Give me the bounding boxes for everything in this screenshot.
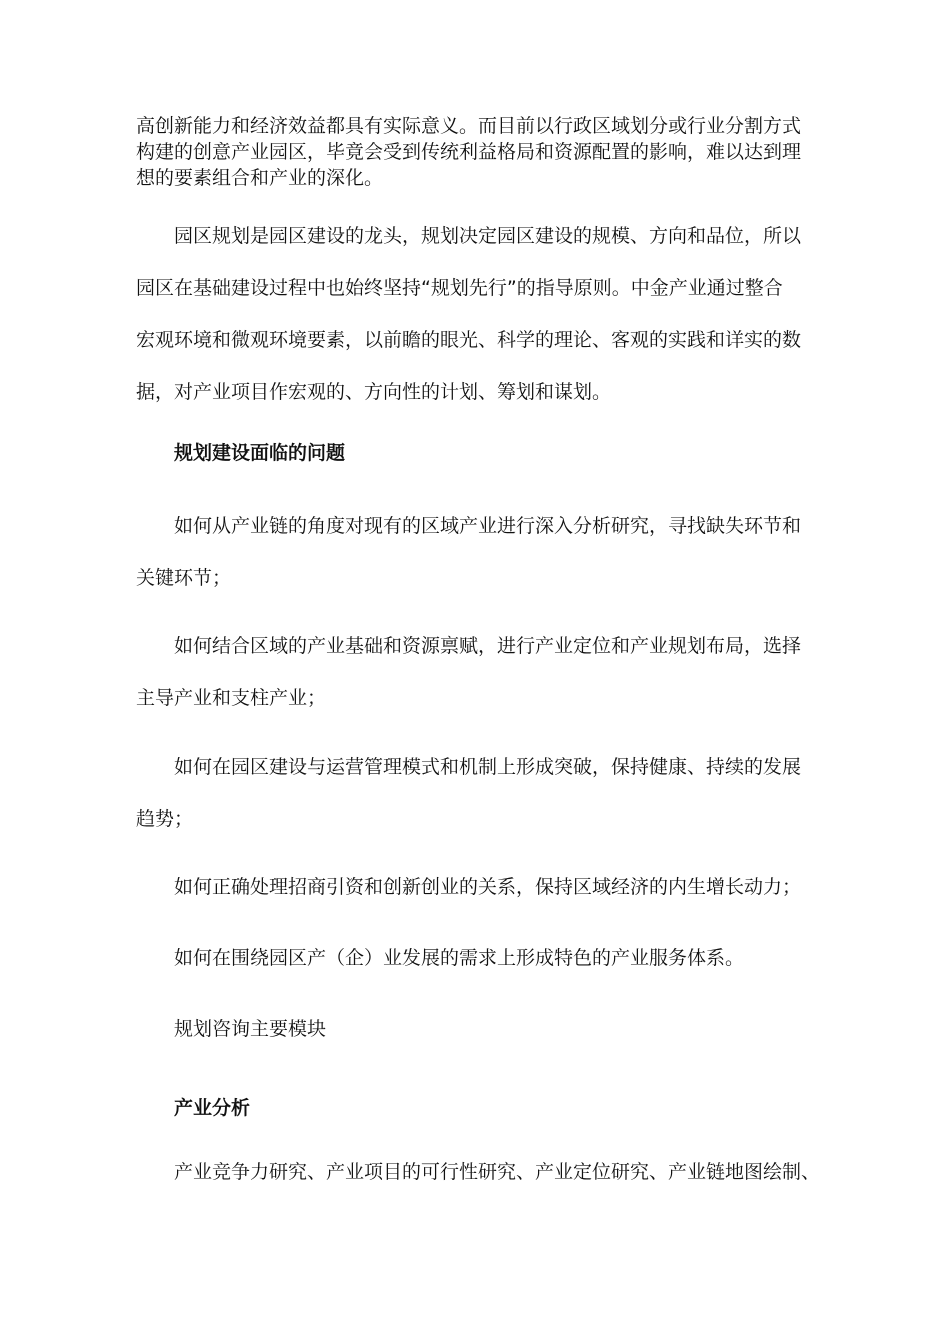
problem-line: 如何从产业链的角度对现有的区域产业进行深入分析研究，寻找缺失环节和 <box>174 515 802 537</box>
planning-line: 园区规划是园区建设的龙头，规划决定园区建设的规模、方向和品位，所以 <box>174 225 802 247</box>
planning-paragraph <box>136 210 826 418</box>
intro-line: 想的要素组合和产业的深化。 <box>136 167 384 189</box>
problem-line: 主导产业和支柱产业； <box>136 687 327 709</box>
industry-analysis-heading: 产业分析 <box>174 1097 251 1119</box>
industry-analysis-paragraph <box>136 1146 864 1198</box>
intro-paragraph <box>136 113 826 191</box>
industry-analysis-line: 产业竞争力研究、产业项目的可行性研究、产业定位研究、产业链地图绘制、 <box>174 1161 821 1183</box>
problem-item <box>136 932 864 984</box>
problem-item <box>136 620 826 724</box>
planning-line: 园区在基础建设过程中也始终坚持“规划先行”的指导原则。中金产业通过整合 <box>136 277 783 299</box>
problem-line: 关键环节； <box>136 567 232 589</box>
problem-line: 如何在围绕园区产（企）业发展的需求上形成特色的产业服务体系。 <box>174 947 745 969</box>
problems-heading: 规划建设面临的问题 <box>174 442 346 464</box>
problem-item <box>136 741 826 845</box>
problem-line: 如何在园区建设与运营管理模式和机制上形成突破，保持健康、持续的发展 <box>174 756 802 778</box>
modules-title: 规划咨询主要模块 <box>174 1018 327 1040</box>
problem-line: 趋势； <box>136 808 194 830</box>
problem-line: 如何正确处理招商引资和创新创业的关系，保持区域经济的内生增长动力； <box>174 876 802 898</box>
planning-line: 据，对产业项目作宏观的、方向性的计划、筹划和谋划。 <box>136 381 612 403</box>
problem-item <box>136 861 864 913</box>
planning-line: 宏观环境和微观环境要素，以前瞻的眼光、科学的理论、客观的实践和详实的数 <box>136 329 802 351</box>
problem-item <box>136 500 826 604</box>
intro-line: 构建的创意产业园区，毕竟会受到传统利益格局和资源配置的影响，难以达到理 <box>136 141 802 163</box>
problem-line: 如何结合区域的产业基础和资源禀赋，进行产业定位和产业规划布局，选择 <box>174 635 802 657</box>
intro-line: 高创新能力和经济效益都具有实际意义。而目前以行政区域划分或行业分割方式 <box>136 115 802 137</box>
